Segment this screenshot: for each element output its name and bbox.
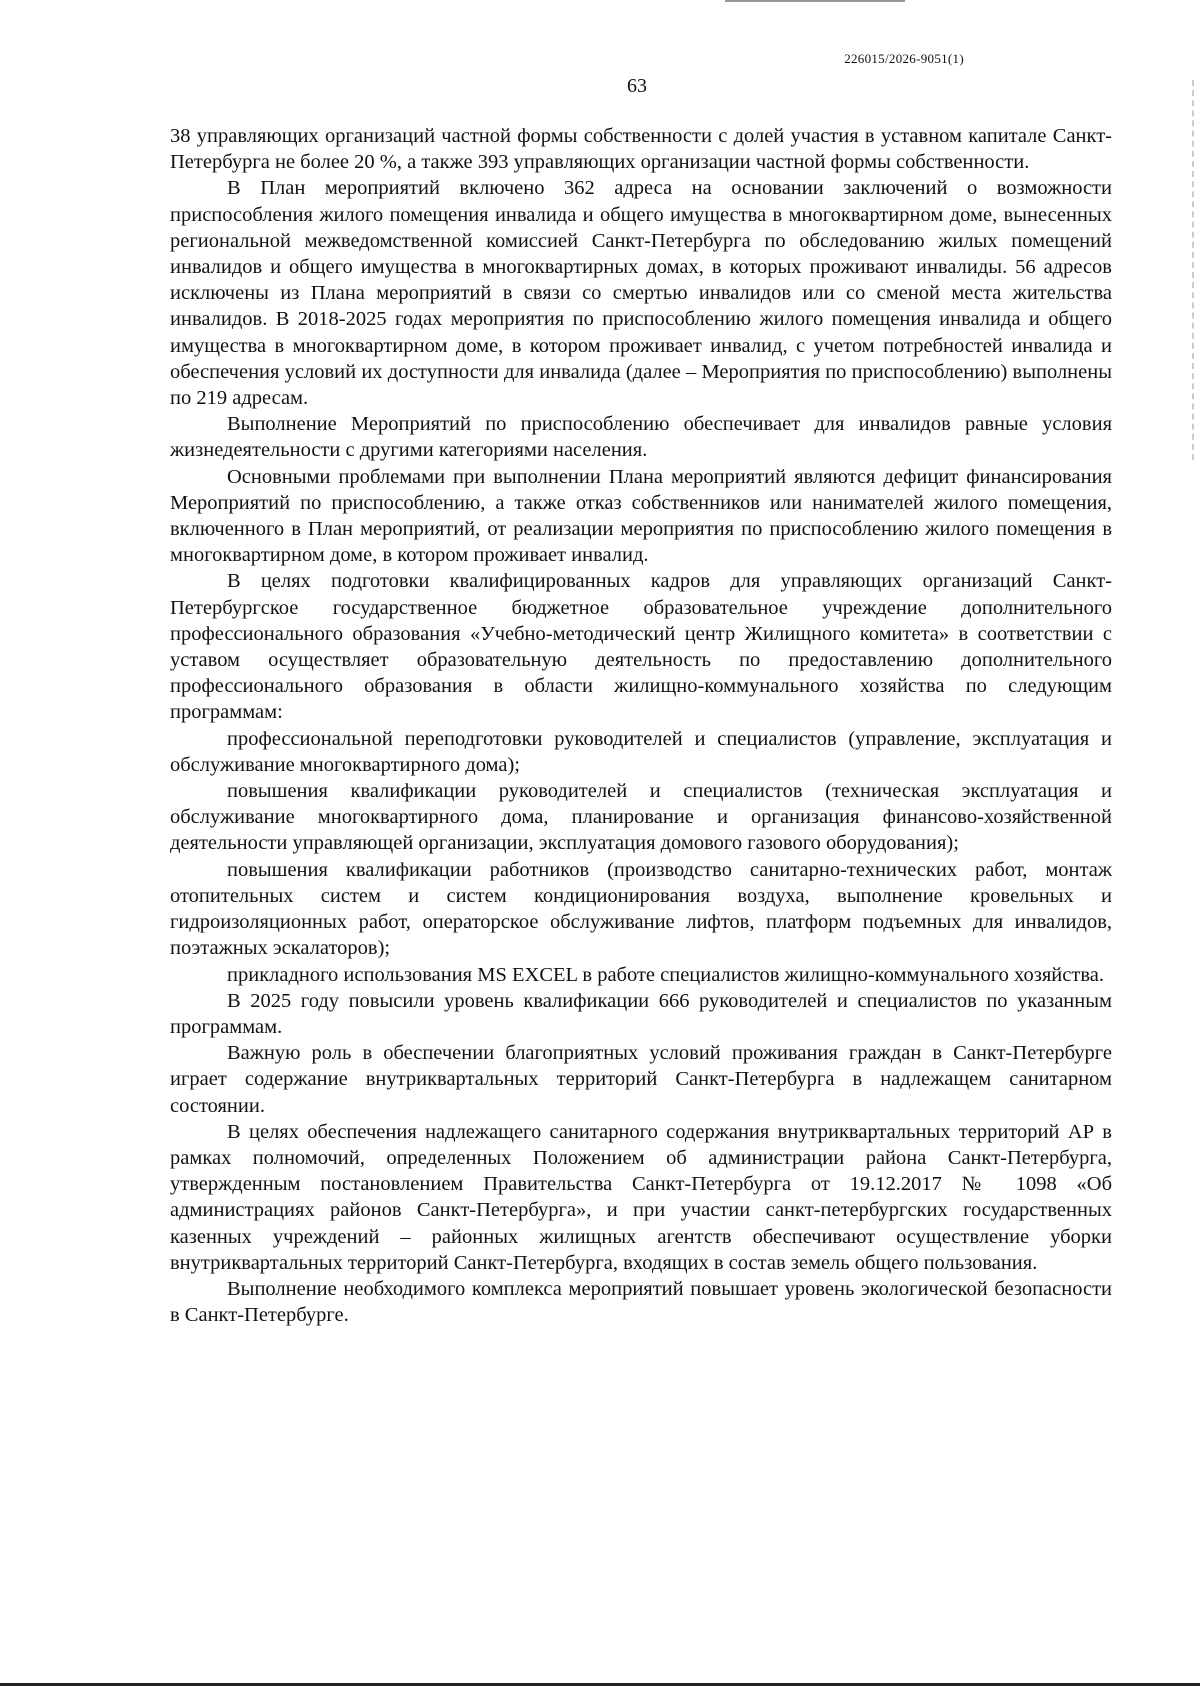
list-paragraph: повышения квалификации руководителей и специалистов (техническая эксплуатация и обслуживание многоквартирного дома, планирование и организация финансово-хозяйственной деятельности управляющей организации, эксплуатация домового газового оборудования); (170, 780, 1112, 855)
paragraph: Важную роль в обеспечении благоприятных условий проживания граждан в Санкт-Петербурге играет содержание внутриквартальных территорий Санкт-Петербурга в надлежащем санитарном состоянии. (170, 1042, 1112, 1117)
list-paragraph: повышения квалификации работников (производство санитарно-технических работ, монтаж отопительных систем и систем кондиционирования воздуха, выполнение кровельных и гидроизоляционных работ, операторское обслуживание лифтов, платформ подъемных для инвалидов, поэтажных эскалаторов); (170, 858, 1112, 960)
document-body (170, 123, 1112, 1328)
paragraph: В целях обеспечения надлежащего санитарного содержания внутриквартальных территорий АР в рамках полномочий, определенных Положением об администрации района Санкт-Петербурга, утвержденным постановлением Правительства Санкт-Петербурга от 19.12.2017 № 1098 «Об администрациях районов Санкт-Петербурга», и при участии санкт-петербургских государственных казенных учреждений – районных жилищных агентств обеспечивают осуществление уборки внутриквартальных территорий Санкт-Петербурга, входящих в состав земель общего пользования. (170, 1120, 1112, 1274)
paragraph: В 2025 году повысили уровень квалификации 666 руководителей и специалистов по указанным программам. (170, 989, 1112, 1038)
scan-artifact-bottom-edge (0, 1683, 1200, 1686)
paragraph: Выполнение Мероприятий по приспособлению обеспечивает для инвалидов равные условия жизнедеятельности с другими категориями населения. (170, 413, 1112, 462)
scan-artifact-right-edge (1190, 80, 1194, 460)
paragraph: 38 управляющих организаций частной формы собственности с долей участия в уставном капитале Санкт-Петербурга не более 20 %, а также 393 управляющих организации частной формы собственности. (170, 125, 1112, 174)
paragraph: Основными проблемами при выполнении Плана мероприятий являются дефицит финансирования Мероприятий по приспособлению, а также отказ собственников или нанимателей жилого помещения, включенного в План мероприятий, от реализации мероприятия по приспособлению жилого помещения в многоквартирном доме, в котором проживает инвалид. (170, 465, 1112, 567)
list-paragraph: прикладного использования MS EXCEL в работе специалистов жилищно-коммунального хозяйства. (227, 963, 1104, 986)
scan-artifact-top (725, 0, 905, 4)
document-registration-number: 226015/2026-9051(1) (844, 51, 964, 66)
page-number: 63 (627, 75, 647, 97)
list-paragraph: профессиональной переподготовки руководителей и специалистов (управление, эксплуатация и обслуживание многоквартирного дома); (170, 727, 1112, 776)
paragraph: Выполнение необходимого комплекса мероприятий повышает уровень экологической безопасности в Санкт-Петербурге. (170, 1277, 1112, 1327)
paragraph: В План мероприятий включено 362 адреса на основании заключений о возможности приспособления жилого помещения инвалида и общего имущества в многоквартирном доме, вынесенных региональной межведомственной комиссией Санкт-Петербурга по обследованию жилых помещений инвалидов и общего имущества в многоквартирных домах, в которых проживают инвалиды. 56 адресов исключены из Плана мероприятий в связи со смертью инвалидов или со сменой места жительства инвалидов. В 2018-2025 годах мероприятия по приспособлению жилого помещения инвалида и общего имущества в многоквартирном доме, в котором проживает инвалид, с учетом потребностей инвалида и обеспечения условий их доступности для инвалида (далее – Мероприятия по приспособлению) выполнены по 219 адресам. (170, 177, 1112, 410)
paragraph: В целях подготовки квалифицированных кадров для управляющих организаций Санкт-Петербургское государственное бюджетное образовательное учреждение дополнительного профессионального образования «Учебно-методический центр Жилищного комитета» в соответствии с уставом осуществляет образовательную деятельность по предоставлению дополнительного профессионального образования в области жилищно-коммунального хозяйства по следующим программам: (170, 570, 1112, 724)
